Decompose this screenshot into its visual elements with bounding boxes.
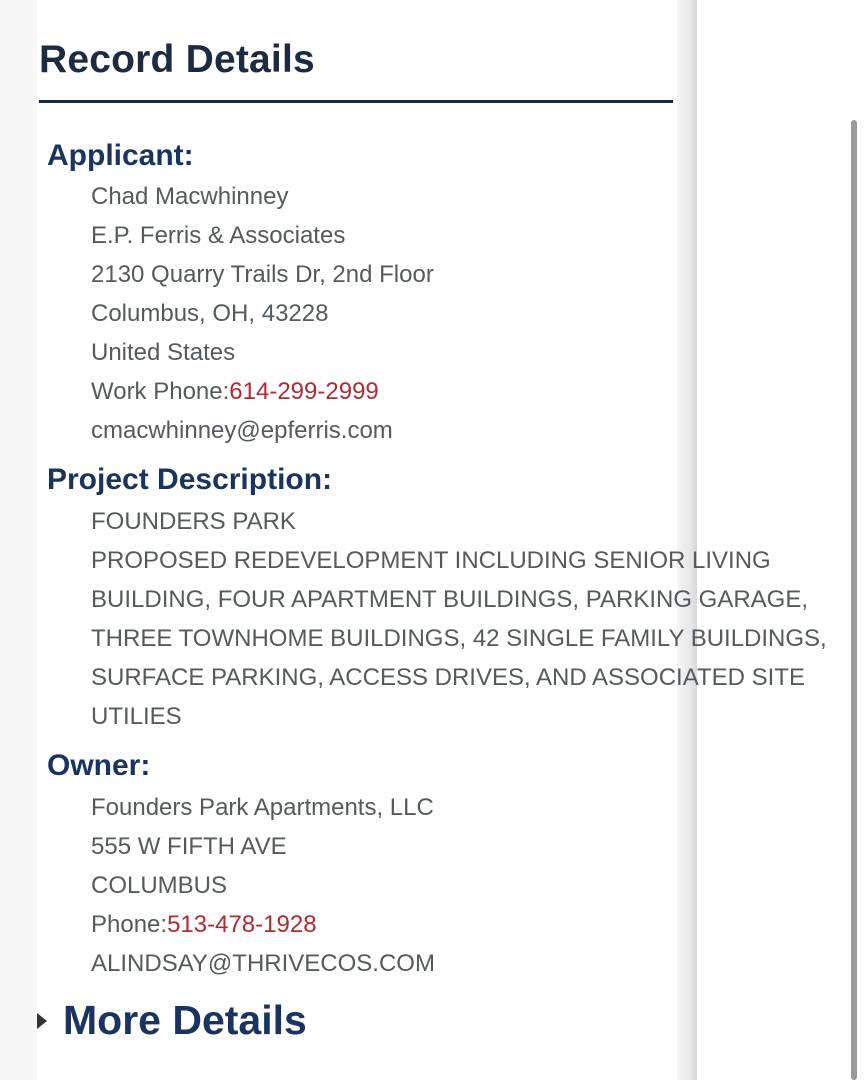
caret-right-icon[interactable]	[37, 1013, 47, 1029]
owner-phone-row	[91, 905, 851, 944]
applicant-name: Chad Macwhinney	[91, 183, 289, 210]
owner-details	[91, 788, 851, 983]
applicant-address: 2130 Quarry Trails Dr, 2nd Floor	[91, 261, 434, 288]
owner-name: Founders Park Apartments, LLC	[91, 794, 434, 821]
more-details-toggle[interactable]	[37, 996, 307, 1044]
page-scrollbar[interactable]	[851, 120, 857, 1080]
applicant-country: United States	[91, 339, 236, 366]
page-title: Record Details	[39, 38, 315, 81]
owner-street: 555 W FIFTH AVE	[91, 833, 287, 860]
project-description-line: BUILDING, FOUR APARTMENT BUILDINGS, PARKING GARAGE,	[91, 586, 809, 613]
applicant-details	[91, 177, 851, 450]
project-description-line: SURFACE PARKING, ACCESS DRIVES, AND ASSOCIATED SITE	[91, 664, 805, 691]
project-description-line: UTILIES	[91, 703, 182, 730]
work-phone-label: Work Phone:	[91, 378, 230, 405]
applicant-email: cmacwhinney@epferris.com	[91, 417, 393, 444]
applicant-city-state-zip: Columbus, OH, 43228	[91, 300, 329, 327]
owner-phone-link[interactable]: 513-478-1928	[167, 911, 317, 938]
applicant-heading: Applicant:	[47, 139, 194, 172]
project-description-heading: Project Description:	[47, 463, 333, 496]
title-divider	[39, 100, 673, 103]
project-description-line: THREE TOWNHOME BUILDINGS, 42 SINGLE FAMILY BUILDINGS,	[91, 625, 827, 652]
owner-email: ALINDSAY@THRIVECOS.COM	[91, 950, 435, 977]
applicant-work-phone-row	[91, 372, 851, 411]
more-details-label[interactable]: More Details	[63, 997, 307, 1043]
owner-city: COLUMBUS	[91, 872, 228, 899]
work-phone-link[interactable]: 614-299-2999	[229, 378, 379, 405]
project-description-line: PROPOSED REDEVELOPMENT INCLUDING SENIOR LIVING	[91, 547, 771, 574]
owner-heading: Owner:	[47, 749, 151, 782]
project-name: FOUNDERS PARK	[91, 508, 296, 535]
project-description-details	[91, 502, 851, 736]
applicant-company: E.P. Ferris & Associates	[91, 222, 346, 249]
left-margin	[0, 0, 37, 1080]
owner-phone-label: Phone:	[91, 911, 168, 938]
